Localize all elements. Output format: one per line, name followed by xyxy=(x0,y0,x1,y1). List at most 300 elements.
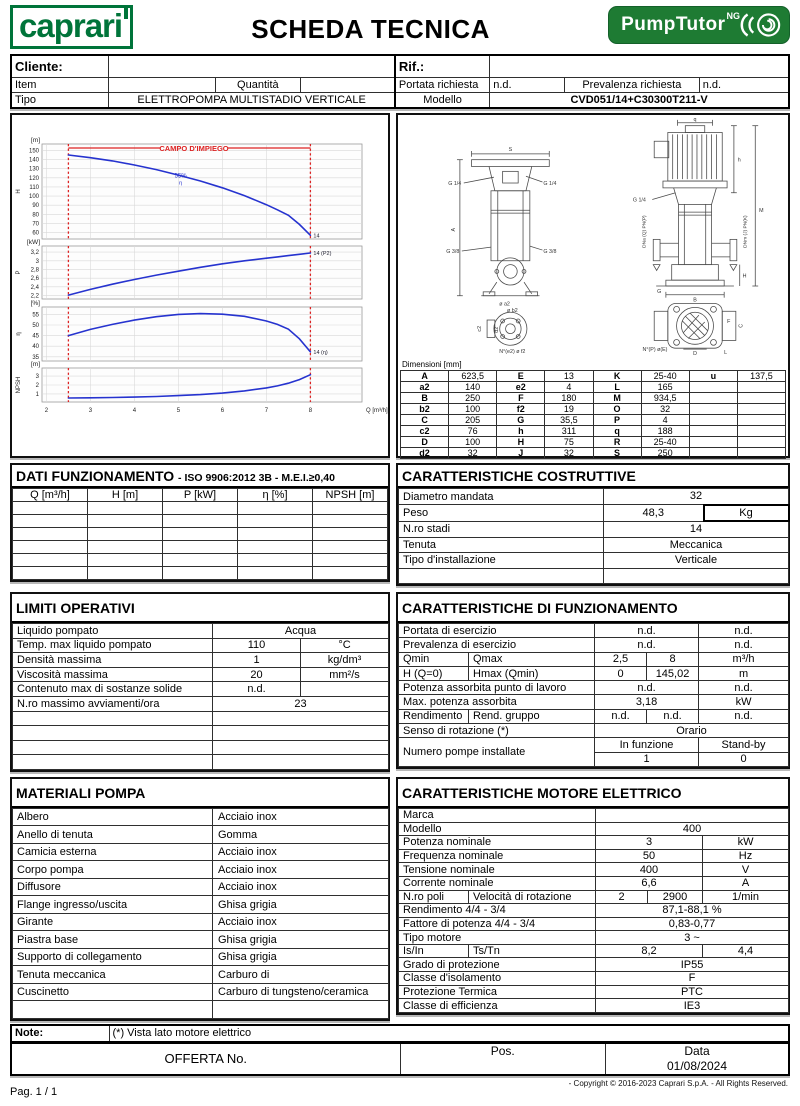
svg-text:130: 130 xyxy=(28,166,39,173)
cell: Portata di esercizio xyxy=(399,624,595,638)
band-dati xyxy=(10,463,790,586)
cell xyxy=(213,1001,389,1019)
table-row xyxy=(399,681,789,695)
cell xyxy=(737,382,785,393)
svg-text:H: H xyxy=(16,189,22,194)
dim-label-ne2: N°(e2) ø f2 xyxy=(499,349,526,355)
cell xyxy=(163,554,238,567)
cell: mm²/s xyxy=(301,667,389,682)
cell: h xyxy=(497,426,545,437)
data-value: 01/08/2024 xyxy=(606,1059,789,1075)
svg-text:[kW]: [kW] xyxy=(27,239,40,246)
table-row xyxy=(399,738,789,752)
cell: F xyxy=(497,393,545,404)
dimensions-table xyxy=(400,370,786,459)
motore-table xyxy=(398,808,789,1013)
svg-text:η: η xyxy=(179,180,183,187)
cell: e2 xyxy=(497,382,545,393)
cell: n.d. xyxy=(647,709,699,723)
cell xyxy=(88,541,163,554)
pump-curves-panel xyxy=(10,113,390,458)
cell: 6,6 xyxy=(596,876,703,890)
table-row xyxy=(401,437,786,448)
svg-text:3: 3 xyxy=(35,258,39,265)
cell: Stand-by xyxy=(699,738,789,752)
cell: S xyxy=(593,448,641,459)
cliente-label: Cliente: xyxy=(11,55,109,78)
table-row xyxy=(399,985,789,999)
cell: °C xyxy=(301,638,389,653)
cell: 934,5 xyxy=(641,393,689,404)
cell: Rendimento 4/4 - 3/4 xyxy=(399,904,596,918)
portata-label: Portata richiesta xyxy=(395,78,490,93)
cell xyxy=(213,740,389,755)
cell: B xyxy=(401,393,449,404)
cell: 165 xyxy=(641,382,689,393)
cell: n.d. xyxy=(699,709,789,723)
svg-text:[%]: [%] xyxy=(30,300,40,307)
cell: Modello xyxy=(399,822,596,836)
cell: Potenza nominale xyxy=(399,836,596,850)
cell: 48,3 xyxy=(604,505,704,522)
table-row xyxy=(399,999,789,1013)
motore-title: CARATTERISTICHE MOTORE ELETTRICO xyxy=(398,779,788,808)
empty-row xyxy=(13,502,388,515)
dimensions-title: Dimensioni [mm] xyxy=(402,360,462,369)
cell: Max. potenza assorbita xyxy=(399,695,595,709)
table-row xyxy=(399,666,789,680)
table-row xyxy=(399,652,789,666)
cell: G xyxy=(497,415,545,426)
cell: n.d. xyxy=(595,709,647,723)
cell: 0,83-0,77 xyxy=(596,917,789,931)
note-label: Note: xyxy=(11,1025,109,1042)
col-header: H [m] xyxy=(88,489,163,502)
data-label: Data xyxy=(606,1043,789,1059)
table-row xyxy=(13,983,389,1001)
cell: Verticale xyxy=(604,553,789,569)
cell: Qmin xyxy=(399,652,469,666)
cell: N.ro poli xyxy=(399,890,469,904)
table-row xyxy=(401,404,786,415)
cell: L xyxy=(593,382,641,393)
svg-text:90: 90 xyxy=(32,203,39,210)
dim-label-c2: c2 xyxy=(477,325,484,332)
cell: M xyxy=(593,393,641,404)
cell xyxy=(163,528,238,541)
dim-label-s: S xyxy=(508,146,513,153)
cell: Acciaio inox xyxy=(213,861,389,879)
svg-text:70: 70 xyxy=(32,221,39,228)
cell: kW xyxy=(699,695,789,709)
cell: R xyxy=(593,437,641,448)
cell: 4 xyxy=(641,415,689,426)
cell: Hmax (Qmin) xyxy=(469,666,595,680)
cell: Densità massima xyxy=(13,653,213,668)
svg-text:80: 80 xyxy=(32,212,39,219)
cell: 100 xyxy=(449,437,497,448)
cell xyxy=(689,415,737,426)
dim-label-b: B xyxy=(693,297,697,304)
svg-text:3: 3 xyxy=(88,408,93,414)
cell: Rendimento xyxy=(399,709,469,723)
cell xyxy=(13,740,213,755)
svg-text:7: 7 xyxy=(264,408,269,414)
cell xyxy=(163,541,238,554)
cell: A xyxy=(703,876,789,890)
cell: Viscosità massima xyxy=(13,667,213,682)
dim-label-h: h xyxy=(737,157,741,164)
cell: kW xyxy=(703,836,789,850)
table-row xyxy=(399,972,789,986)
cell xyxy=(737,404,785,415)
table-row xyxy=(399,931,789,945)
table-row xyxy=(399,822,789,836)
svg-text:40: 40 xyxy=(32,344,39,351)
table-row xyxy=(399,808,789,822)
cell: D xyxy=(401,437,449,448)
cell: Grado di protezione xyxy=(399,958,596,972)
cell: 110 xyxy=(213,638,301,653)
dim-label-q: q xyxy=(693,116,697,123)
cell: Anello di tenuta xyxy=(13,826,213,844)
table-row xyxy=(399,890,789,904)
cell xyxy=(13,515,88,528)
dim-label-g14: G 1/4 xyxy=(543,180,557,187)
dati-funzionamento-section xyxy=(10,463,390,582)
cliente-value xyxy=(109,55,395,78)
limiti-table xyxy=(12,623,389,770)
cell: N.ro massimo avviamenti/ora xyxy=(13,696,213,711)
cell: n.d. xyxy=(213,682,301,697)
table-row xyxy=(13,808,389,826)
table-row xyxy=(399,695,789,709)
cell: 623,5 xyxy=(449,371,497,382)
dimensions-section xyxy=(398,358,788,459)
cell: 3,18 xyxy=(595,695,699,709)
dati-title-main: DATI FUNZIONAMENTO xyxy=(16,468,175,484)
cell: H xyxy=(497,437,545,448)
page-header xyxy=(0,0,800,50)
cell: n.d. xyxy=(595,624,699,638)
cell: Camicia esterna xyxy=(13,843,213,861)
table-row xyxy=(399,568,789,584)
cell xyxy=(689,426,737,437)
modello-value: CVD051/14+C30300T211-V xyxy=(490,93,789,109)
cell: Numero pompe installate xyxy=(399,738,595,767)
cell: Flange ingresso/uscita xyxy=(13,896,213,914)
band-limiti xyxy=(10,592,790,772)
cell: 8,2 xyxy=(596,944,703,958)
graphics-band xyxy=(10,113,790,458)
pumptutor-logo-text: PumpTutor xyxy=(621,14,726,35)
table-row xyxy=(13,711,389,726)
tipo-value: ELETTROPOMPA MULTISTADIO VERTICALE xyxy=(109,93,395,109)
dim-label-g38: G 3/8 xyxy=(446,248,460,255)
cell: Ghisa grigia xyxy=(213,931,389,949)
col-header: NPSH [m] xyxy=(313,489,388,502)
cell xyxy=(13,755,213,770)
cell: H (Q=0) xyxy=(399,666,469,680)
dim-label-c: C xyxy=(738,323,745,328)
cell: n.d. xyxy=(595,638,699,652)
cell: 2900 xyxy=(648,890,703,904)
cell xyxy=(737,426,785,437)
cell: Frequenza nominale xyxy=(399,849,596,863)
col-header: P [kW] xyxy=(163,489,238,502)
cell: Is/In xyxy=(399,944,469,958)
cell: Potenza assorbita punto di lavoro xyxy=(399,681,595,695)
cell: 0 xyxy=(595,666,647,680)
dim-label-dnm: DNm (J) PN(K) xyxy=(743,215,749,248)
svg-text:35: 35 xyxy=(32,354,39,361)
col-header: η [%] xyxy=(238,489,313,502)
svg-text:5: 5 xyxy=(176,408,181,414)
svg-text:Q [m³/h]: Q [m³/h] xyxy=(366,408,388,414)
cell: Contenuto max di sostanze solide xyxy=(13,682,213,697)
svg-text:4: 4 xyxy=(132,408,137,414)
table-row xyxy=(13,755,389,770)
table-row xyxy=(401,371,786,382)
cell: 32 xyxy=(449,448,497,459)
cell: Classe di efficienza xyxy=(399,999,596,1013)
svg-text:55: 55 xyxy=(32,312,39,319)
cell: 0 xyxy=(699,752,789,766)
cell: 205 xyxy=(449,415,497,426)
cell: 400 xyxy=(596,863,703,877)
svg-text:14 (P2): 14 (P2) xyxy=(313,250,332,257)
cell: 20 xyxy=(213,667,301,682)
svg-text:55%: 55% xyxy=(174,173,187,180)
cell: m³/h xyxy=(699,652,789,666)
cell: 3 ~ xyxy=(596,931,789,945)
cell: 250 xyxy=(641,448,689,459)
cell: Classe d'isolamento xyxy=(399,972,596,986)
table-row xyxy=(13,653,389,668)
cell: Protezione Termica xyxy=(399,985,596,999)
cell xyxy=(399,568,604,584)
dim-label-g: G xyxy=(657,288,662,295)
cell: 13 xyxy=(545,371,593,382)
cell: 2,5 xyxy=(595,652,647,666)
svg-text:3,2: 3,2 xyxy=(30,250,39,257)
svg-text:110: 110 xyxy=(29,184,39,191)
table-row xyxy=(399,624,789,638)
cell xyxy=(213,711,389,726)
note-row xyxy=(11,1025,789,1042)
table-row xyxy=(13,624,389,639)
cell: 32 xyxy=(545,448,593,459)
pump-drawing-panel xyxy=(396,113,790,458)
materiali-title: MATERIALI POMPA xyxy=(12,779,388,808)
cell: m xyxy=(699,666,789,680)
cell xyxy=(313,502,388,515)
svg-text:2,4: 2,4 xyxy=(30,284,39,291)
table-row xyxy=(13,826,389,844)
svg-text:2,6: 2,6 xyxy=(30,276,39,283)
item-value xyxy=(109,78,216,93)
table-row xyxy=(401,415,786,426)
table-row xyxy=(13,667,389,682)
pumptutor-swirl-icon xyxy=(739,10,783,40)
cell: Rend. gruppo xyxy=(469,709,595,723)
dim-label-g14: G 1/4 xyxy=(632,197,646,204)
table-row xyxy=(13,878,389,896)
cell: 188 xyxy=(641,426,689,437)
cell: 137,5 xyxy=(737,371,785,382)
table-row xyxy=(13,682,389,697)
cell xyxy=(313,554,388,567)
table-row xyxy=(13,1001,389,1019)
cell: Albero xyxy=(13,808,213,826)
cell: Acciaio inox xyxy=(213,878,389,896)
cell: Corpo pompa xyxy=(13,861,213,879)
cell: b2 xyxy=(401,404,449,415)
cell: Tenuta xyxy=(399,537,604,553)
svg-text:8: 8 xyxy=(308,408,313,414)
cell: 250 xyxy=(449,393,497,404)
table-row xyxy=(399,904,789,918)
cell: Meccanica xyxy=(604,537,789,553)
table-row xyxy=(399,876,789,890)
table-row xyxy=(13,948,389,966)
cell xyxy=(13,567,88,580)
cell: n.d. xyxy=(699,624,789,638)
cell: Liquido pompato xyxy=(13,624,213,639)
cell: 2 xyxy=(596,890,648,904)
table-row xyxy=(399,709,789,723)
table-row xyxy=(13,740,389,755)
svg-text:2: 2 xyxy=(35,383,39,389)
cell xyxy=(604,568,789,584)
prevalenza-label: Prevalenza richiesta xyxy=(565,78,700,93)
note-table xyxy=(10,1024,790,1043)
cell xyxy=(238,567,313,580)
cell: IE3 xyxy=(596,999,789,1013)
cell: 180 xyxy=(545,393,593,404)
cell xyxy=(313,567,388,580)
svg-text:60: 60 xyxy=(32,230,39,237)
svg-text:14: 14 xyxy=(313,233,320,240)
caprari-logo-mark xyxy=(124,5,128,19)
table-row xyxy=(399,505,789,522)
cell xyxy=(88,528,163,541)
cell xyxy=(238,541,313,554)
cell: Fattore di potenza 4/4 - 3/4 xyxy=(399,917,596,931)
cell xyxy=(737,415,785,426)
cell xyxy=(596,808,789,822)
cell xyxy=(213,755,389,770)
table-row xyxy=(13,638,389,653)
svg-text:120: 120 xyxy=(28,175,39,182)
cell xyxy=(238,554,313,567)
cell: c2 xyxy=(401,426,449,437)
dim-label-oa2: ø a2 xyxy=(499,301,510,308)
cell: Peso xyxy=(399,505,604,522)
table-row xyxy=(399,553,789,569)
table-row xyxy=(13,896,389,914)
dim-label-f: F xyxy=(727,318,731,325)
cell: K xyxy=(593,371,641,382)
page-title: SCHEDA TECNICA xyxy=(251,14,490,44)
cell: PTC xyxy=(596,985,789,999)
cell xyxy=(88,515,163,528)
table-row xyxy=(399,849,789,863)
cell: Acciaio inox xyxy=(213,808,389,826)
costruttive-table xyxy=(398,488,790,584)
cell: Orario xyxy=(595,724,789,738)
note-text: (*) Vista lato motore elettrico xyxy=(109,1025,789,1042)
dim-label-np: N°(P) ø(E) xyxy=(642,347,668,354)
cell xyxy=(313,528,388,541)
cell: u xyxy=(689,371,737,382)
dati-header-row xyxy=(13,489,388,502)
table-row xyxy=(13,696,389,711)
cell: 25-40 xyxy=(641,437,689,448)
cell xyxy=(13,1001,213,1019)
dim-label-d: D xyxy=(693,351,697,355)
costruttive-title: CARATTERISTICHE COSTRUTTIVE xyxy=(398,465,788,488)
svg-text:NPSH: NPSH xyxy=(16,376,22,394)
cell: IP55 xyxy=(596,958,789,972)
offerta-row xyxy=(11,1043,789,1059)
cell: Ghisa grigia xyxy=(213,948,389,966)
cell: 25-40 xyxy=(641,371,689,382)
cell: Kg xyxy=(704,505,789,522)
funzionamento-table xyxy=(398,623,789,767)
info-table xyxy=(10,54,790,109)
caprari-logo xyxy=(10,5,133,49)
cell: q xyxy=(593,426,641,437)
cell: 145,02 xyxy=(647,666,699,680)
cell xyxy=(88,502,163,515)
empty-row xyxy=(13,541,388,554)
cell: J xyxy=(497,448,545,459)
caratteristiche-costruttive-section xyxy=(396,463,790,586)
cell: Velocità di rotazione xyxy=(469,890,596,904)
dati-title-sub: - ISO 9906:2012 3B - M.E.I.≥0,40 xyxy=(178,472,335,484)
cell xyxy=(737,448,785,459)
cell: 400 xyxy=(596,822,789,836)
cell xyxy=(689,448,737,459)
cell: A xyxy=(401,371,449,382)
cell: a2 xyxy=(401,382,449,393)
cell xyxy=(737,393,785,404)
table-row xyxy=(13,966,389,984)
cell: Acqua xyxy=(213,624,389,639)
table-row xyxy=(401,426,786,437)
cell: E xyxy=(497,371,545,382)
offerta-table xyxy=(10,1042,790,1076)
cell: 1 xyxy=(213,653,301,668)
empty-row xyxy=(13,567,388,580)
table-row xyxy=(13,726,389,741)
cell: n.d. xyxy=(595,681,699,695)
cell: Supporto di collegamento xyxy=(13,948,213,966)
dim-label-d2: d2 xyxy=(493,326,500,333)
svg-text:η: η xyxy=(16,332,22,336)
pump-dimension-drawing xyxy=(398,115,788,355)
band-materiali xyxy=(10,777,790,1021)
dim-label-hh: H xyxy=(742,273,747,280)
cell xyxy=(88,554,163,567)
modello-label: Modello xyxy=(395,93,490,109)
cell xyxy=(689,393,737,404)
cell: 32 xyxy=(641,404,689,415)
cell: Piastra base xyxy=(13,931,213,949)
caratteristiche-funzionamento-section xyxy=(396,592,790,769)
svg-text:150: 150 xyxy=(28,148,39,155)
